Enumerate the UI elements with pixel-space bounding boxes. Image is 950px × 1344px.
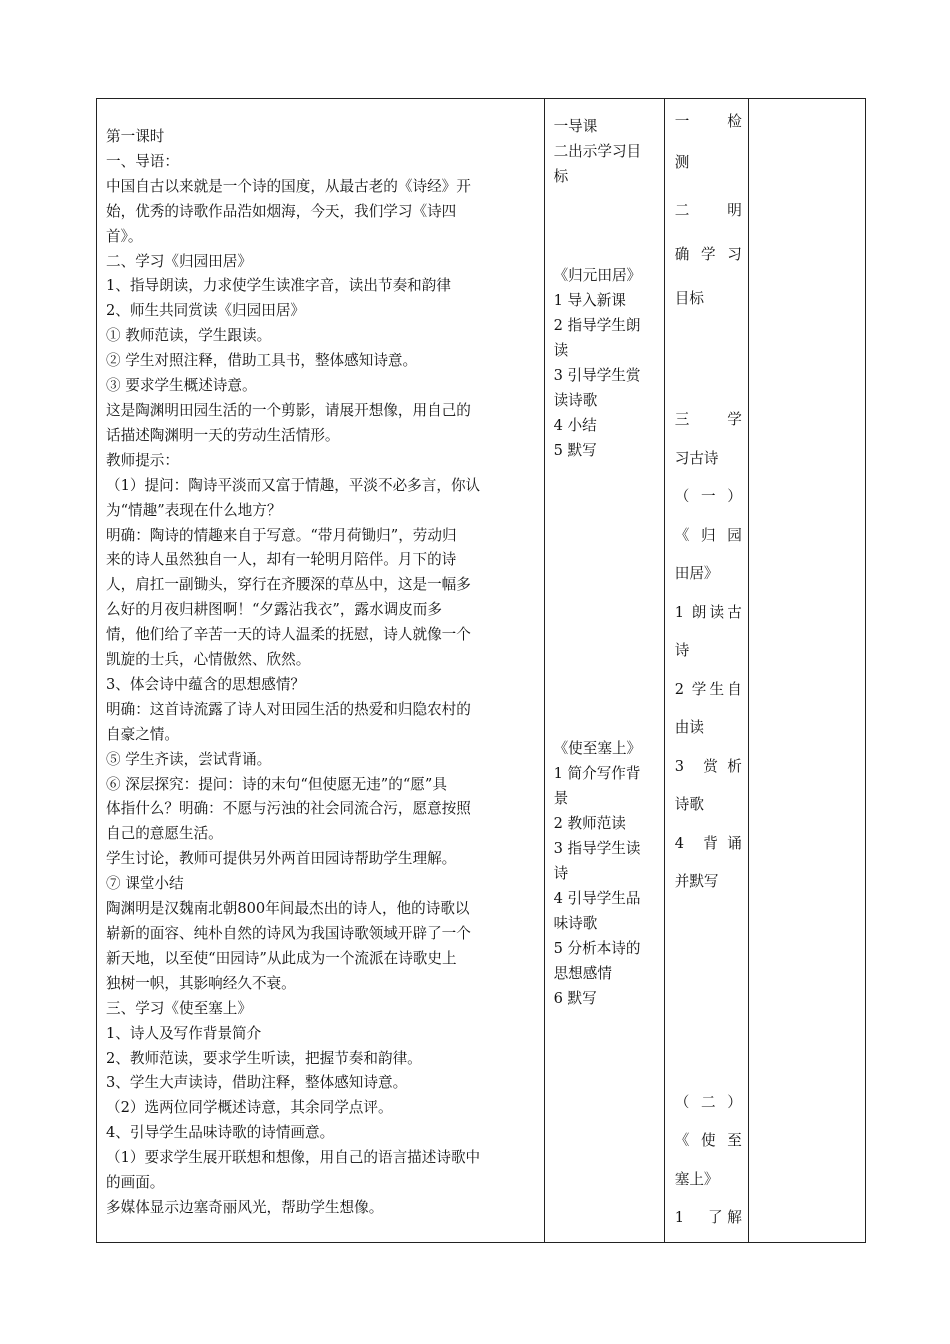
text-line: 3、学生大声读诗，借助注释，整体感知诗意。 [106, 1074, 408, 1092]
shizhi-title: 《使至塞上》 [553, 740, 642, 758]
outline-cell [664, 99, 748, 1243]
text-line: 首》。 [106, 227, 143, 245]
outline-line: 由读 [674, 719, 704, 736]
intro-steps [554, 115, 660, 190]
text-line: 4、引导学生品味诗歌的诗情画意。 [106, 1124, 335, 1142]
text-line: ③ 要求学生概述诗意。 [106, 377, 257, 395]
step-line: 6 默写 [553, 989, 597, 1007]
step-line: 味诗歌 [553, 914, 598, 932]
text-line: 1、诗人及写作背景简介 [106, 1024, 262, 1042]
text-line: 崭新的面容、纯朴自然的诗风为我国诗歌领域开辟了一个 [106, 925, 471, 942]
text-line: ② 学生对照注释，借助工具书，整体感知诗意。 [106, 352, 418, 370]
text-line: 为“情趣”表现在什么地方？ [106, 501, 282, 519]
guiyuan-steps [554, 289, 660, 463]
text-line: 体指什么？明确：不愿与污浊的社会同流合污，愿意按照 [106, 800, 471, 818]
outline-group-1 [675, 99, 742, 183]
teaching-process-cell [97, 99, 545, 1243]
text-line: ① 教师范读，学生跟读。 [106, 327, 272, 345]
step-line: 2 教师范读 [553, 815, 626, 833]
outline-line: 3 赏 析 [674, 757, 742, 775]
text-line: 第一课时 [106, 128, 165, 145]
text-line: 一、导语： [106, 152, 179, 170]
text-line: （1）提问：陶诗平淡而又富于情趣，平淡不必多言，你认 [106, 476, 481, 494]
guiyuan-title: 《归元田居》 [553, 267, 642, 285]
text-line: 来的诗人虽然独自一人，却有一轮明月陪伴。月下的诗 [106, 551, 457, 569]
text-line: 3、体会诗中蕴含的思想感情？ [106, 675, 306, 693]
text-line: 学生讨论，教师可提供另外两首田园诗帮助学生理解。 [106, 850, 457, 868]
step-line: 二出示学习目 [553, 142, 642, 160]
text-line: 三、学习《使至塞上》 [106, 999, 252, 1017]
outline-line: （ 一 ） [674, 488, 742, 505]
text-line: 这是陶渊明田园生活的一个剪影，请展开想像，用自己的 [106, 401, 471, 419]
table-row [97, 99, 866, 1243]
text-line: 么好的月夜归耕图啊！“夕露沾我衣”，露水调皮而多 [106, 601, 442, 619]
step-line: 思想感情 [553, 964, 612, 982]
step-line: 读诗歌 [553, 391, 598, 409]
teaching-process-text [97, 99, 544, 1221]
outline-line: 1 朗读古 [674, 603, 742, 621]
text-line: 情，他们给了辛苦一天的诗人温柔的抚慰，诗人就像一个 [106, 626, 471, 644]
lesson-plan-table [96, 98, 866, 1243]
outline-group-3 [675, 401, 742, 902]
outline-line: 一 检 [674, 113, 742, 130]
text-line: （1）要求学生展开联想和想像，用自己的语言描述诗歌中 [106, 1149, 481, 1167]
text-line: 独树一帜，其影响经久不衰。 [106, 974, 296, 992]
text-line: 2、师生共同赏读《归园田居》 [106, 302, 306, 320]
step-line: 3 指导学生读 [553, 840, 641, 858]
step-line: 诗 [553, 864, 569, 882]
step-line: 一导课 [553, 118, 598, 135]
text-line: 人，肩扛一副锄头，穿行在齐腰深的草丛中，这是一幅多 [106, 576, 471, 594]
outline-line: 塞上》 [674, 1170, 719, 1188]
step-line: 标 [553, 167, 569, 185]
notes-cell [748, 99, 865, 1243]
step-line: 3 引导学生赏 [553, 367, 641, 385]
text-line: 多媒体显示边塞奇丽风光，帮助学生想像。 [106, 1198, 384, 1216]
teaching-steps-cell [544, 99, 664, 1243]
text-line: 2、教师范读，要求学生听读，把握节奏和韵律。 [106, 1049, 422, 1067]
text-line: 自豪之情。 [106, 725, 179, 743]
text-line: 明确：这首诗流露了诗人对田园生活的热爱和归隐农村的 [106, 700, 471, 718]
outline-line: 确 学 习 [674, 246, 742, 263]
outline-line: 并默写 [674, 873, 719, 890]
step-line: 4 小结 [553, 416, 597, 434]
text-line: 新天地，以至使“田园诗”从此成为一个流派在诗歌史上 [106, 949, 457, 967]
lesson-outline [665, 99, 748, 1238]
step-line: 5 分析本诗的 [553, 939, 641, 957]
text-line: 自己的意愿生活。 [106, 825, 223, 843]
text-line: ⑤ 学生齐读，尝试背诵。 [106, 750, 272, 768]
step-line: 4 引导学生品 [553, 889, 641, 907]
outline-line: 二 明 [674, 202, 742, 219]
text-line: 话描述陶渊明一天的劳动生活情形。 [106, 426, 340, 444]
shizhi-steps [554, 762, 660, 1011]
step-line: 景 [553, 790, 569, 808]
outline-group-4 [675, 1084, 742, 1238]
step-line: 读 [553, 342, 569, 360]
teaching-steps [545, 99, 664, 1011]
outline-line: 1 了解 [674, 1209, 742, 1226]
step-line: 2 指导学生朗 [553, 317, 641, 335]
text-line: 中国自古以来就是一个诗的国度，从最古老的《诗经》开 [106, 177, 471, 195]
step-line: 1 导入新课 [553, 292, 626, 310]
outline-line: 4 背 诵 [674, 834, 742, 852]
outline-line: 2 学生自 [674, 680, 742, 698]
text-line: 二、学习《归园田居》 [106, 252, 252, 270]
outline-line: 诗 [674, 642, 690, 659]
text-line: 明确：陶诗的情趣来自于写意。“带月荷锄归”，劳动归 [106, 526, 457, 544]
text-line: 始，优秀的诗歌作品浩如烟海，今天，我们学习《诗四 [106, 202, 457, 220]
step-line: 5 默写 [553, 441, 597, 459]
outline-line: 测 [674, 154, 690, 171]
outline-line: 三 学 [674, 411, 742, 428]
text-line: 教师提示： [106, 451, 179, 469]
text-line: 的画面。 [106, 1174, 165, 1192]
outline-line: （ 二 ） [674, 1093, 742, 1111]
text-line: 陶渊明是汉魏南北朝800年间最杰出的诗人，他的诗歌以 [106, 900, 470, 918]
text-line: 凯旋的士兵，心情傲然、欣然。 [106, 651, 311, 669]
text-line: （2）选两位同学概述诗意，其余同学点评。 [106, 1099, 393, 1117]
outline-line: 习古诗 [674, 449, 719, 467]
text-line: ⑥ 深层探究：提问：诗的末句“但使愿无违”的“愿”具 [106, 775, 447, 793]
outline-line: 《 使 至 [674, 1132, 742, 1149]
step-line: 1 简介写作背 [553, 765, 641, 783]
outline-line: 田居》 [674, 565, 719, 582]
text-line: 1、指导朗读，力求使学生读准字音，读出节奏和韵律 [106, 277, 451, 295]
outline-group-2 [675, 183, 742, 321]
outline-line: 《 归 园 [674, 526, 742, 544]
outline-line: 目标 [674, 290, 704, 307]
text-line: ⑦ 课堂小结 [106, 875, 184, 893]
outline-line: 诗歌 [674, 796, 704, 813]
